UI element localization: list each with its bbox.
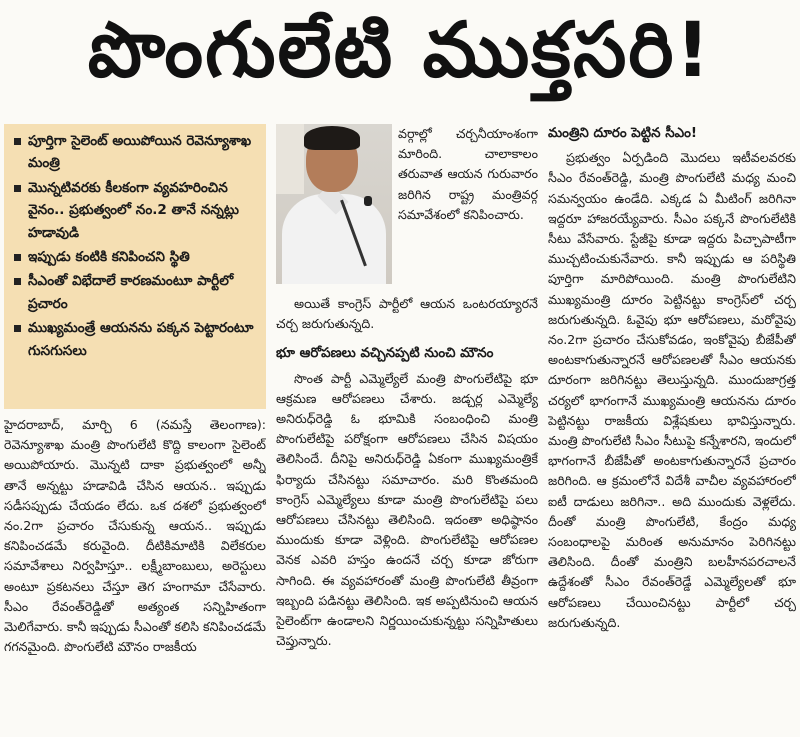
highlight-text: పూర్తిగా సైలెంట్ అయిపోయిన రెవెన్యూశాఖ మంత్రి (28, 133, 252, 172)
column-2 (276, 124, 538, 734)
section-subhead: మంత్రిని దూరం పెట్టిన సీఎం! (548, 126, 698, 141)
highlight-text: ఇప్పుడు కంటికి కనిపించని స్థితి (28, 249, 190, 266)
highlight-item (12, 317, 260, 362)
headline: పొంగులేటి ముక్తసరి! (87, 5, 713, 94)
column-1 (4, 124, 266, 734)
highlight-item (12, 246, 260, 268)
highlight-item (12, 177, 260, 244)
highlights-box (4, 124, 266, 409)
bullet-icon (14, 278, 21, 285)
highlight-item (12, 270, 260, 315)
highlight-text: ముఖ్యమంత్రే ఆయనను పక్కన పెట్టారంటూ గుసగుసలు (28, 320, 254, 359)
minister-photo (276, 124, 392, 284)
paragraph: అయితే కాంగ్రెస్ పార్టీలో ఆయన ఒంటరయ్యారనే చర్చ జరుగుతున్నది. (276, 296, 538, 332)
paragraph: ప్రభుత్వం ఏర్పడింది మొదలు ఇటీవలవరకు సీఎం రేవంత్‌రెడ్డి, మంత్రి పొంగులేటి మధ్య మంచి సమన్వయం ఉండేది. ఎక్కడ ఏ మీటింగ్ జరిగినా ఇద్దరూ హాజరయ్యేవారు. సీఎం పక్కనే పొంగులేటికి సీటు వేసేవారు. స్టేజీపై కూడా ఇద్దరు పిచ్చాపాటీగా ముచ్చటించుకునేవారు. కానీ ఇప్పుడు ఆ పరిస్థితి పూర్తిగా మారిపోయింది. మంత్రి పొంగులేటిని ముఖ్యమంత్రి దూరం పెట్టినట్టు కాంగ్రెస్‌లో చర్చ జరుగుతున్నది. ఓవైపు భూ ఆరోపణలు, మరోవైపు నం.2గా ప్రచారం చేసుకోవడం, ఇంకోవైపు బీజేపీతో అంటకాగుతున్నారనే ఆరోపణలతో సీఎం ఆయనకు దూరంగా జరిగినట్టు తెలుస్తున్నది. ముందుజాగ్రత్త చర్యలో భాగంగానే ముఖ్యమంత్రి ఆయనను దూరం పెట్టినట్టు రాజకీయ విశ్లేషకులు భావిస్తున్నారు. మంత్రి పొంగులేటి సీఎం సీటుపై కన్నేశారని, ఇందులో భాగంగానే బీజేపీతో అంటకాగుతున్నారనే ప్రచారం జరిగింది. ఆ క్రమంలోనే విదేశీ వాచీల వ్యవహారంలో ఐటీ దాడులు జరిగినా.. అది ముందుకు వెళ్లలేదు. దీంతో మంత్రి పొంగులేటి, కేంద్రం మధ్య సంబంధాలపై మరింత అనుమానం పెరిగినట్టు తెలిసింది. దీంతో మంత్రిని బలహీనపరచాలనే ఉద్దేశంతో సీఎం రేవంత్‌రెడ్డే ఎమ్మెల్యేలతో భూ ఆరోపణలు చేయించినట్టు పార్టీలో చర్చ జరుగుతున్నది. (548, 150, 796, 630)
bullet-icon (14, 185, 21, 192)
section-subhead: భూ ఆరోపణలు వచ్చినప్పటి నుంచి మౌనం (276, 346, 494, 362)
paragraph-beside-photo: వర్గాల్లో చర్చనీయాంశంగా మారింది. చాలాకాలం తరువాత ఆయన గురువారం జరిగిన రాష్ట్ర మంత్రివర్గ సమావేశంలో కనిపించారు. (398, 126, 538, 222)
bullet-icon (14, 138, 21, 145)
highlight-text: మొన్నటివరకు కీలకంగా వ్యవహరించిన వైనం.. ప్రభుత్వంలో నం.2 తానే నన్నట్లు హడావుడి (28, 179, 240, 241)
highlight-item (12, 130, 260, 175)
bullet-icon (14, 254, 21, 261)
article-dateline-paragraph: హైదరాబాద్, మార్చి 6 (నమస్తే తెలంగాణ): రెవెన్యూశాఖ మంత్రి పొంగులేటి కొద్ది కాలంగా సైలెంట్ అయిపోయారు. మొన్నటి దాకా ప్రభుత్వంలో అన్నీ తానే అన్నట్టు హడావిడి చేసిన ఆయన.. ఇప్పుడు సడీసప్పుడు చేయడం లేదు. ఒక దశలో ప్రభుత్వంలో నం.2గా ప్రచారం చేసుకున్న ఆయన.. ఇప్పుడు కనిపించడమే కరువైంది. దీటికిమాటికి విలేకరుల సమావేశాలు నిర్వహిస్తూ.. లక్ష్మీబాంబులు, అరెస్టులు అంటూ ప్రకటనలు చేస్తూ తెగ హంగామా చేసేవారు. సీఎం రేవంత్‌రెడ్డితో అత్యంత సన్నిహితంగా మెలిగేవారు. కానీ ఇప్పుడు సీఎంతో కలిసి కనిపించడమే గగనమైంది. పొంగులేటి మౌనం రాజకీయ (4, 417, 266, 655)
highlight-text: సీఎంతో విభేదాలే కారణమంటూ పార్టీలో ప్రచారం (28, 273, 234, 312)
paragraph: సొంత పార్టీ ఎమ్మెల్యేలే మంత్రి పొంగులేటిపై భూ ఆక్రమణ ఆరోపణలు చేశారు. జడ్చర్ల ఎమ్మెల్యే అనిరుధ్‌రెడ్డి ఓ భూమికి సంబంధించి మంత్రి పొంగులేటిపై పరోక్షంగా ఆరోపణలు చేసిన విషయం తెలిసిందే. దీనిపై అనిరుధ్‌రెడ్డి ఏకంగా ముఖ్యమంత్రికే ఫిర్యాదు చేసినట్టు సమాచారం. మరి కొంతమంది కాంగ్రెస్ ఎమ్మెల్యేలు కూడా మంత్రి పొంగులేటిపై పలు ఆరోపణలు చేసినట్టు తెలిసింది. ఇదంతా అధిష్ఠానం ముందుకు కూడా వెళ్లింది. పొంగులేటిపై ఆరోపణల వెనక ఎవరి హస్తం ఉందనే చర్చ కూడా జోరుగా సాగింది. ఈ వ్యవహారంతో మంత్రి పొంగులేటి తీవ్రంగా ఇబ్బంది పడినట్టు తెలిసింది. ఇక అప్పటినుంచి ఆయన సైలెంట్‌గా ఉండాలని నిర్ణయించుకున్నట్టు సన్నిహితులు చెప్తున్నారు. (276, 370, 538, 649)
bullet-icon (14, 325, 21, 332)
column-3 (548, 124, 796, 734)
